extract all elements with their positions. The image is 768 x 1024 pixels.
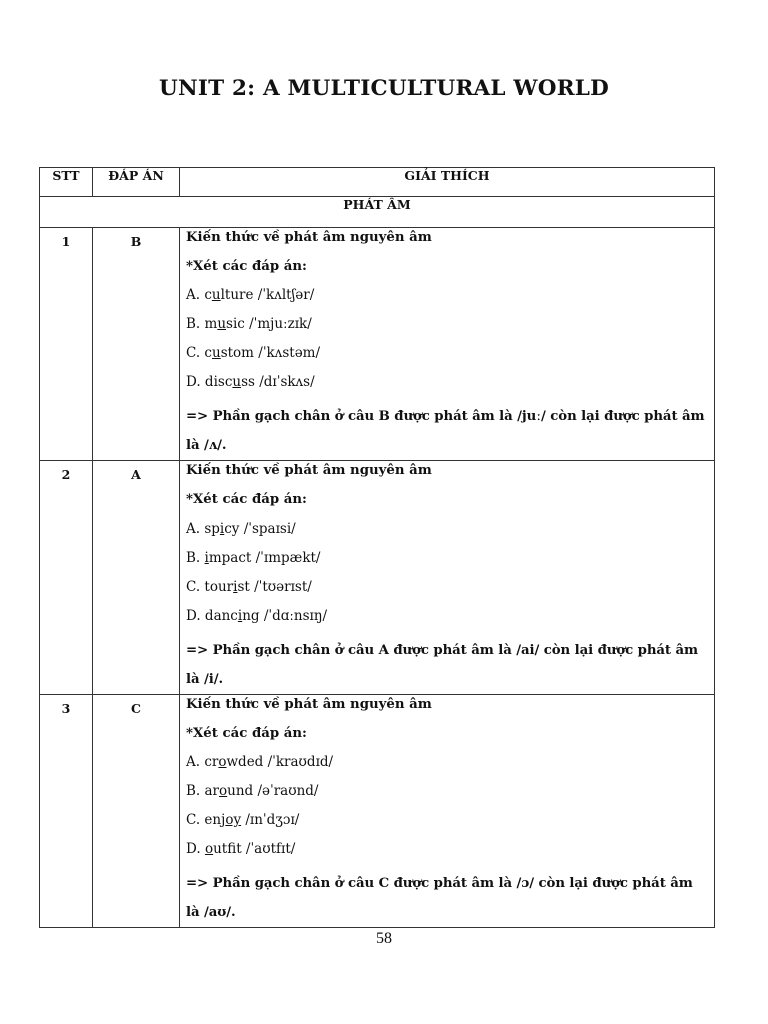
option-text-before: A. cr	[186, 754, 219, 771]
option-underlined-part: u	[212, 345, 221, 362]
table-body	[40, 228, 715, 928]
explanation-heading: Kiến thức về phát âm nguyên âm	[186, 463, 432, 479]
option-text-before: C. tour	[186, 578, 234, 595]
option-text-before: D. disc	[186, 374, 233, 391]
answer-option	[186, 607, 708, 636]
explanation-conclusion: => Phần gạch chân ở câu C được phát âm là /ɔ/ còn lại được phát âm là /aʊ/.	[186, 876, 693, 921]
option-text-after: ng /ˈdɑːnsɪŋ/	[242, 607, 328, 624]
answer-option	[186, 344, 708, 373]
option-underlined-part: o	[218, 754, 227, 771]
option-underlined-part: i	[219, 520, 225, 537]
option-text-after: sic /ˈmjuːzɪk/	[226, 316, 312, 333]
option-text-after: und /əˈraʊnd/	[227, 783, 319, 800]
option-text-after: utfit /ˈaʊtfɪt/	[213, 841, 296, 858]
answer-option	[186, 520, 708, 549]
option-underlined-part: o	[219, 783, 228, 800]
explanation-subheading: *Xét các đáp án:	[186, 725, 307, 741]
option-text-after: mpact /ˈɪmpækt/	[208, 549, 321, 566]
option-text-before: B. ar	[186, 783, 220, 800]
explanation-conclusion: => Phần gạch chân ở câu B được phát âm là /juː/ còn lại được phát âm là /ʌ/.	[186, 409, 705, 454]
option-text-after: cy /ˈspaɪsi/	[224, 520, 296, 537]
answer-option	[186, 840, 708, 869]
option-text-after: ss /dɪˈskʌs/	[241, 374, 315, 391]
answer-option	[186, 373, 708, 402]
header-answer: ĐÁP ÁN	[93, 168, 180, 197]
header-stt: STT	[40, 168, 93, 197]
row-explanation	[180, 228, 715, 461]
option-text-before: A. sp	[186, 520, 220, 537]
option-underlined-part: i	[237, 607, 243, 624]
row-answer: A	[93, 461, 180, 694]
option-underlined-part: i	[233, 578, 238, 595]
row-number: 3	[40, 694, 93, 927]
page-number: 58	[376, 930, 392, 947]
option-underlined-part: oy	[225, 812, 242, 829]
option-text-before: D.	[186, 841, 205, 858]
row-number: 1	[40, 228, 93, 461]
option-text-before: A. c	[186, 287, 212, 304]
row-number: 2	[40, 461, 93, 694]
explanation-heading: Kiến thức về phát âm nguyên âm	[186, 696, 432, 712]
table-row	[40, 461, 715, 694]
answer-option	[186, 549, 708, 578]
page-title: UNIT 2: A MULTICULTURAL WORLD	[159, 76, 609, 101]
table-row	[40, 694, 715, 927]
row-explanation	[180, 694, 715, 927]
option-underlined-part: o	[204, 841, 214, 858]
option-underlined-part: u	[217, 316, 227, 333]
option-text-before: C. enj	[186, 812, 226, 829]
explanation-heading: Kiến thức về phát âm nguyên âm	[186, 230, 432, 245]
option-text-after: /ɪnˈdʒɔɪ/	[241, 812, 300, 829]
option-underlined-part: i	[204, 549, 209, 566]
answer-option	[186, 782, 708, 811]
option-text-after: wded /ˈkraʊdɪd/	[226, 754, 334, 771]
header-explanation: GIẢI THÍCH	[180, 168, 715, 197]
answer-option	[186, 811, 708, 840]
answer-option	[186, 753, 708, 782]
option-underlined-part: u	[211, 287, 221, 304]
answer-table	[39, 167, 715, 928]
explanation-subheading: *Xét các đáp án:	[186, 492, 307, 508]
table-header-row	[40, 168, 715, 197]
explanation-conclusion: => Phần gạch chân ở câu A được phát âm là /ai/ còn lại được phát âm là /i/.	[186, 642, 698, 687]
option-text-after: st /ˈtʊərɪst/	[237, 578, 312, 595]
table-row	[40, 228, 715, 461]
option-text-before: D. danc	[186, 607, 238, 624]
row-explanation	[180, 461, 715, 694]
answer-option	[186, 286, 708, 315]
option-underlined-part: u	[232, 374, 242, 391]
explanation-subheading: *Xét các đáp án:	[186, 259, 307, 274]
answer-option	[186, 315, 708, 344]
row-answer: B	[93, 228, 180, 461]
section-row	[40, 197, 715, 228]
row-answer: C	[93, 694, 180, 927]
option-text-after: lture /ˈkʌltʃər/	[220, 287, 315, 304]
option-text-before: C. c	[186, 345, 212, 362]
option-text-after: stom /ˈkʌstəm/	[220, 345, 321, 362]
option-text-before: B.	[186, 549, 205, 566]
section-title: PHÁT ÂM	[40, 197, 715, 228]
answer-option	[186, 578, 708, 607]
option-text-before: B. m	[186, 316, 218, 333]
